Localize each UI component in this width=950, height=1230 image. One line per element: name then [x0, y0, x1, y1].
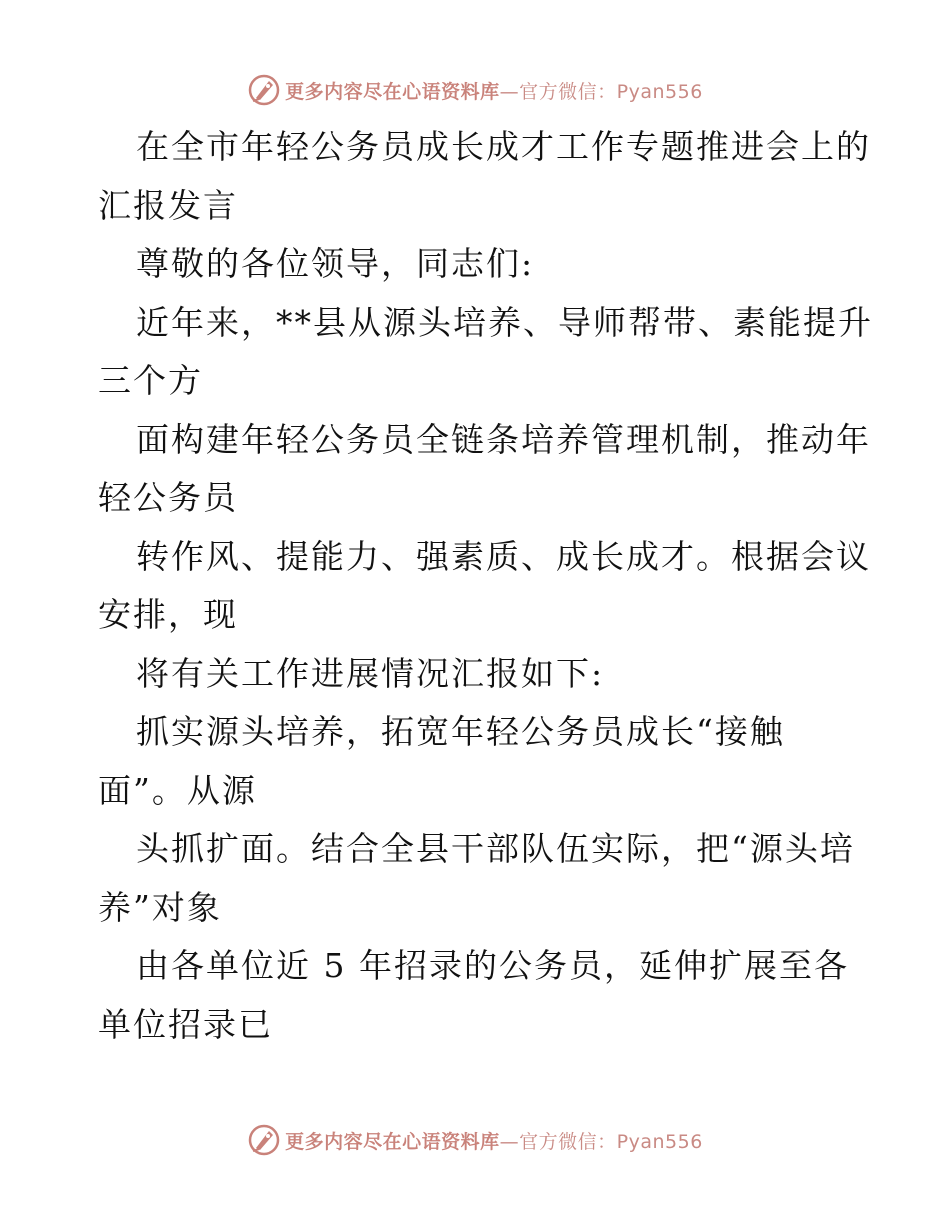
- watermark-brand: 更多内容尽在心语资料库: [285, 1130, 500, 1153]
- text-line: 轻公务员: [98, 478, 238, 517]
- text-line: 单位招录已: [98, 1004, 273, 1044]
- text-line: 转作风、提能力、强素质、成长成才。根据会议: [136, 536, 871, 576]
- text-line: 安排，现: [98, 595, 238, 634]
- watermark-text: [285, 1127, 703, 1154]
- text-line: 尊敬的各位领导，同志们:: [136, 244, 535, 283]
- pen-nib-logo-icon: [247, 1123, 281, 1157]
- document-body: [98, 118, 873, 1054]
- text-line: 汇报发言: [98, 185, 238, 225]
- pen-nib-logo-icon: [247, 73, 281, 107]
- text-line: 面”。从源: [98, 770, 257, 810]
- text-line: 由各单位近 5 年招录的公务员，延伸扩展至各: [136, 946, 849, 985]
- text-line: 养”对象: [98, 887, 222, 927]
- watermark-wechat: —官方微信：Pyan556: [499, 1130, 703, 1153]
- watermark-text: [285, 77, 703, 104]
- text-line: 近年来，**县从源头培养、导师帮带、素能提升: [136, 302, 873, 342]
- header-watermark: [0, 70, 950, 110]
- text-line: 抓实源头培养，拓宽年轻公务员成长“接触: [136, 712, 785, 751]
- watermark-wechat: —官方微信：Pyan556: [499, 80, 703, 103]
- text-line: 将有关工作进展情况汇报如下:: [136, 653, 605, 693]
- footer-watermark: [0, 1120, 950, 1160]
- watermark-brand: 更多内容尽在心语资料库: [285, 80, 500, 103]
- text-line: 在全市年轻公务员成长成才工作专题推进会上的: [136, 127, 871, 166]
- text-line: 头抓扩面。结合全县干部队伍实际，把“源头培: [136, 829, 855, 868]
- text-line: 三个方: [98, 361, 203, 400]
- text-line: 面构建年轻公务员全链条培养管理机制，推动年: [136, 419, 871, 459]
